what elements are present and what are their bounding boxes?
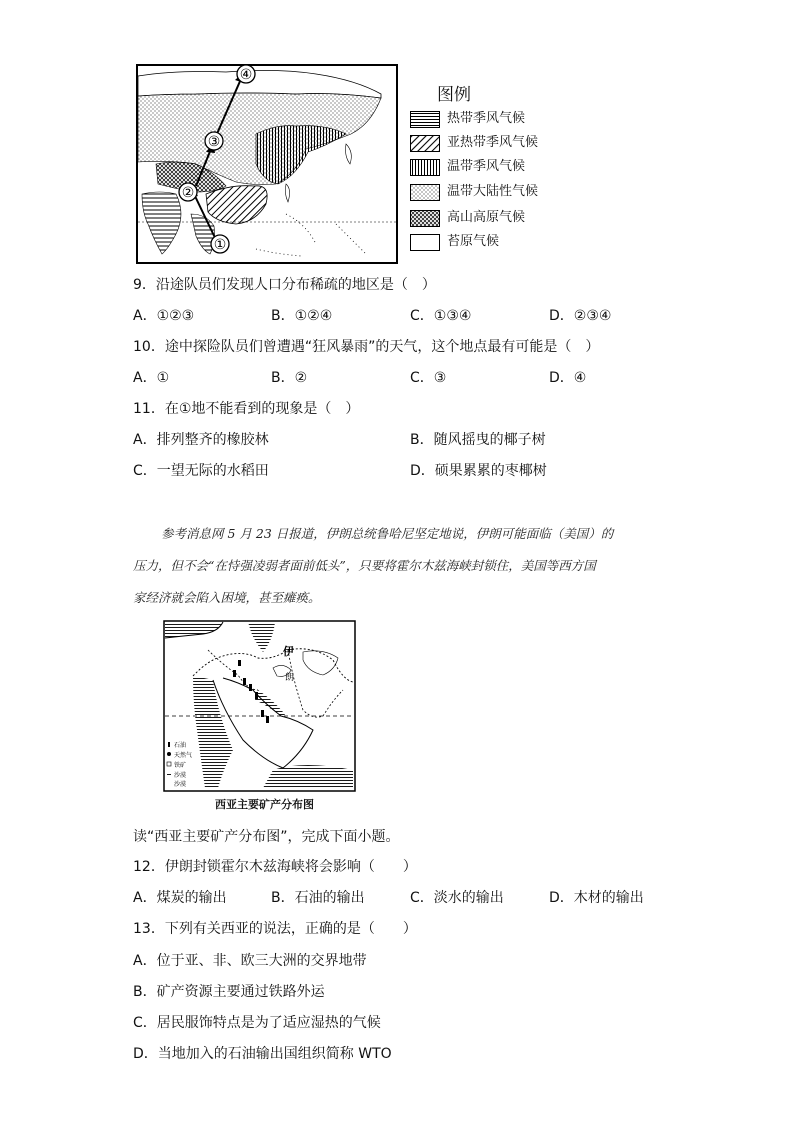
news-passage <box>133 518 661 614</box>
map-marker-3: ③ <box>207 134 221 150</box>
q9-option-c[interactable]: C．①③④ <box>410 308 472 324</box>
q13-option-c[interactable]: C．居民服饰特点是为了适应湿热的气候 <box>133 1015 381 1031</box>
q12-option-c[interactable]: C．淡水的输出 <box>410 890 504 906</box>
passage-line: 压力，但不会“在恃强凌弱者面前低头”，只要将霍尔木兹海峡封锁住，美国等西方国 <box>133 558 596 573</box>
map2-legend-iron: 铁矿 <box>174 762 187 769</box>
q13-option-a[interactable]: A．位于亚、非、欧三大洲的交界地带 <box>133 953 367 969</box>
map-marker-2: ② <box>181 185 195 201</box>
asia-climate-map <box>136 64 398 264</box>
q11-option-c[interactable]: C．一望无际的水稻田 <box>133 463 269 479</box>
map2-label-iran-2: 朗 <box>285 673 295 683</box>
map2-caption: 西亚主要矿产分布图 <box>215 798 314 811</box>
q9-option-d[interactable]: D．②③④ <box>549 308 612 324</box>
q10-option-c[interactable]: C．③ <box>410 370 447 386</box>
q10-option-a[interactable]: A．① <box>133 370 170 386</box>
q12-option-b[interactable]: B．石油的输出 <box>271 890 365 906</box>
map-marker-4: ④ <box>239 67 253 83</box>
legend-title: 图例 <box>437 85 471 105</box>
q9-option-b[interactable]: B．①②④ <box>271 308 333 324</box>
q10-option-d[interactable]: D．④ <box>549 370 587 386</box>
q10-option-b[interactable]: B．② <box>271 370 308 386</box>
question-9-stem: 9．沿途队员们发现人口分布稀疏的地区是（ ） <box>133 277 436 293</box>
legend-item: 亚热带季风气候 <box>410 134 538 152</box>
question-11-stem: 11．在①地不能看到的现象是（ ） <box>133 401 360 417</box>
map2-legend-oil: 石油 <box>174 742 187 749</box>
legend-item: 热带季风气候 <box>410 110 525 128</box>
passage-line: 参考消息网 5 月 23 日报道，伊朗总统鲁哈尼坚定地说，伊朗可能面临（美国）的 <box>161 526 614 541</box>
legend-item: 苔原气候 <box>410 233 499 251</box>
map2-legend-desert-1: 沙漠 <box>174 772 187 779</box>
map2-legend-gas: 天然气 <box>174 752 193 759</box>
q13-option-d[interactable]: D．当地加入的石油输出国组织简称 WTO <box>133 1046 392 1062</box>
q11-option-d[interactable]: D．硕果累累的枣椰树 <box>410 463 547 479</box>
q9-option-a[interactable]: A．①②③ <box>133 308 195 324</box>
dots-swatch-icon <box>410 184 440 201</box>
diagonal-lines-swatch-icon <box>410 135 440 152</box>
legend-item: 温带大陆性气候 <box>410 183 538 201</box>
map-marker-1: ① <box>213 237 227 253</box>
q12-option-d[interactable]: D．木材的输出 <box>549 890 644 906</box>
vertical-lines-swatch-icon <box>410 159 440 176</box>
blank-swatch-icon <box>410 234 440 251</box>
passage-line: 家经济就会陷入困境，甚至瘫痪。 <box>133 590 321 605</box>
q11-option-b[interactable]: B．随风摇曳的椰子树 <box>410 432 546 448</box>
read-prompt: 读“西亚主要矿产分布图”，完成下面小题。 <box>133 829 400 845</box>
west-asia-mineral-map <box>163 620 356 792</box>
q13-option-b[interactable]: B．矿产资源主要通过铁路外运 <box>133 984 325 1000</box>
question-10-stem: 10．途中探险队员们曾遭遇“狂风暴雨”的天气，这个地点最有可能是（ ） <box>133 339 600 355</box>
map2-legend-desert-2: 沙漠 <box>174 781 187 788</box>
question-13-stem: 13．下列有关西亚的说法，正确的是（ ） <box>133 921 417 937</box>
map2-label-iran-1: 伊 <box>283 645 294 658</box>
q11-option-a[interactable]: A．排列整齐的橡胶林 <box>133 432 269 448</box>
crosshatch-swatch-icon <box>410 210 440 227</box>
legend-item: 高山高原气候 <box>410 209 525 227</box>
horizontal-lines-swatch-icon <box>410 111 440 128</box>
question-12-stem: 12．伊朗封锁霍尔木兹海峡将会影响（ ） <box>133 859 417 875</box>
q12-option-a[interactable]: A．煤炭的输出 <box>133 890 227 906</box>
legend-item: 温带季风气候 <box>410 158 525 176</box>
